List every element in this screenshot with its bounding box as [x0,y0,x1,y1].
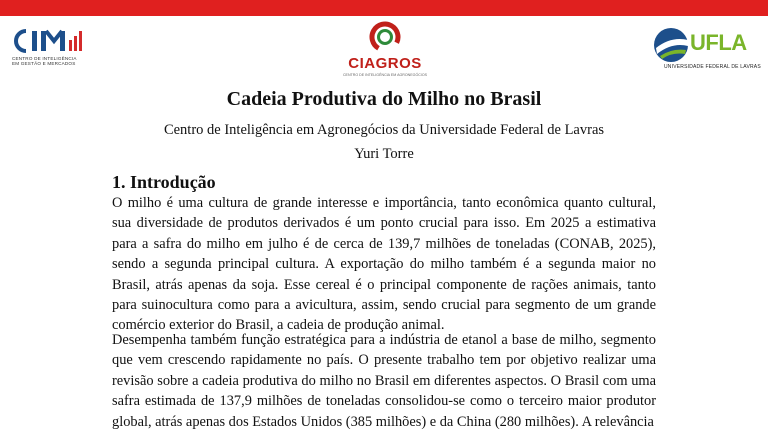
cimi-logo-subtitle: CENTRO DE INTELIGÊNCIA EM GESTÃO E MERCADOS [12,56,77,66]
ufla-logo-subtitle: UNIVERSIDADE FEDERAL DE LAVRAS [664,64,761,70]
ciagros-logo [340,18,430,78]
ufla-globe-icon [652,26,690,64]
cimi-logo [12,28,92,70]
ufla-logo-name: UFLA [690,30,747,55]
paragraph-2: Desempenha também função estratégica para a indústria de etanol a base de milho, segmento que vem crescendo rapidamente no país. O presente trabalho tem por objetivo realizar uma revisão sobre a cadeia produtiva do milho no Brasil em diferentes aspectos. O Brasil com uma safra estimada de 137,9 milhões de toneladas consolidou-se como o terceiro maior produtor global, atrás apenas dos Estados Unidos (385 milhões) e da China (280 milhões). A relevância [112,332,656,430]
ciagros-ring-icon [368,20,402,54]
ciagros-logo-tagline: CENTRO DE INTELIGÊNCIA EM AGRONEGÓCIOS [342,73,428,77]
paragraph-1: O milho é uma cultura de grande interesse e importância, tanto econômica quanto cultural, sua diversidade de produtos derivados é um ponto crucial para isso. Em 2025 a estimativa para a safra do milho em julho é de cerca de 139,7 milhões de toneladas (CONAB, 2025), sendo a segunda principal cultura. A exportação do milho também é a segunda maior no Brasil, atrás apenas da soja. Esse cereal é o principal componente de rações animais, tanto para suinocultura como para a avicultura, assim, sendo crucial para segmento de um grande comércio exterior do Brasil, a cadeia de produção animal. [112,195,656,334]
document-institution: Centro de Inteligência em Agronegócios da Universidade Federal de Lavras [163,122,605,138]
ufla-logo [650,26,768,74]
top-accent-bar [0,0,768,16]
section-heading: 1. Introdução [112,172,216,192]
document-title: Cadeia Produtiva do Milho no Brasil [226,88,542,110]
ciagros-logo-name: CIAGROS [348,55,422,72]
document-author: Yuri Torre [354,146,414,162]
cimi-logo-mark [12,28,84,54]
